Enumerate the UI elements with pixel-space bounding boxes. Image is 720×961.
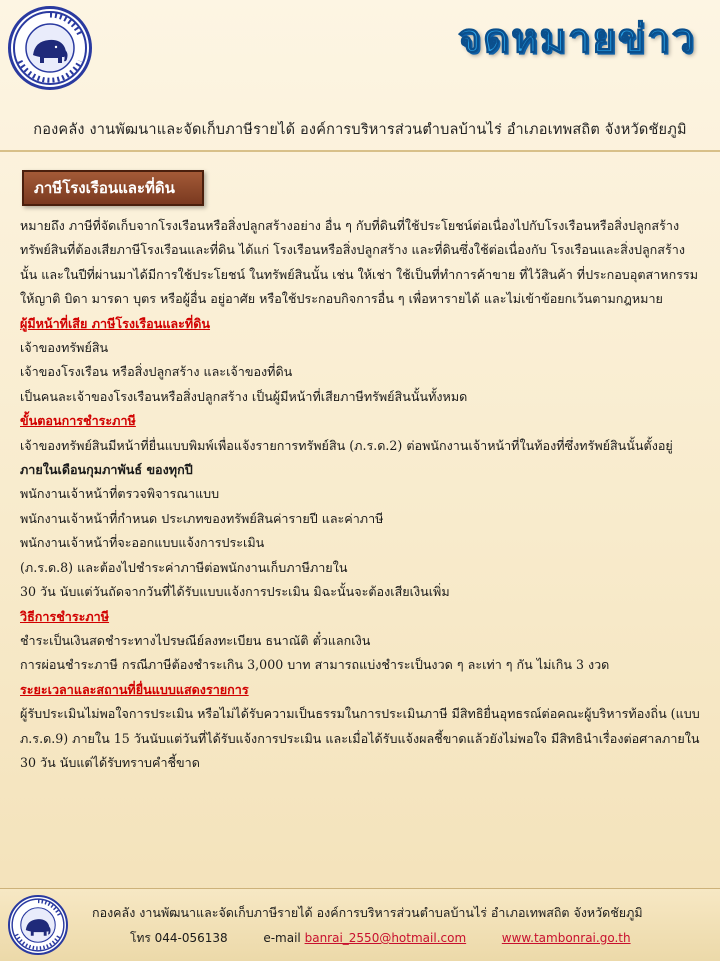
footer-website-link[interactable]: www.tambonrai.go.th <box>501 931 631 945</box>
appeal-paragraph: ผู้รับประเมินไม่พอใจการประเมิน หรือไม่ได้รับความเป็นธรรมในการประเมินภาษี มีสิทธิยื่นอุทธรณ์ต่อคณะผู้บริหารท้องถิ่น (แบบ ภ.ร.ด.9) ภายใน 15 วันนับแต่วันที่ได้รับแจ้งการประเมิน และเมื่อได้รับแจ้งผลชี้ขาดแล้วยังไม่พอใจ มีสิทธินำเรื่องต่อศาลภายใน 30 วัน นับแต่ได้รับทราบคำชี้ขาด <box>20 706 700 770</box>
footer-email-label: e-mail <box>263 931 301 945</box>
procedure-line-6: 30 วัน นับแต่วันถัดจากวันที่ได้รับแบบแจ้งการประเมิน มิฉะนั้นจะต้องเสียเงินเพิ่ม <box>20 584 450 600</box>
footer-email-link[interactable]: banrai_2550@hotmail.com <box>304 931 467 945</box>
procedure-line-1 <box>20 434 700 483</box>
procedure-line-3: พนักงานเจ้าหน้าที่กำหนด ประเภทของทรัพย์สินค่ารายปี และค่าภาษี <box>20 510 384 526</box>
taxpayer-line-1: เจ้าของทรัพย์สิน <box>20 340 109 356</box>
intro-paragraph: หมายถึง ภาษีที่จัดเก็บจากโรงเรือนหรือสิ่งปลูกสร้างอย่าง อื่น ๆ กับที่ดินที่ใช้ประโยชน์ต่อเนื่องไปกับโรงเรือนหรือสิ่งปลูกสร้างทรัพย์สินที่ต้องเสียภาษีโรงเรือนและที่ดิน ได้แก่ โรงเรือนหรือสิ่งปลูกสร้าง และที่ดินซึ่งใช้ต่อเนื่องกับ โรงเรือนและสิ่งปลูกสร้างนั้น และในปีที่ผ่านมาได้มีการใช้ประโยชน์ ในทรัพย์สินนั้น เช่น ให้เช่า ใช้เป็นที่ทำการค้าขาย ที่ไว้สินค้า ที่ประกอบอุตสาหกรรม ให้ญาติ บิดา มารดา บุตร หรือผู้อื่น อยู่อาศัย หรือใช้ประกอบกิจการอื่น ๆ เพื่อหารายได้ และไม่เข้าข้อยกเว้นตามกฎหมาย <box>20 218 699 307</box>
org-logo-icon <box>8 6 92 90</box>
footer-phone: โทร 044-056138 <box>130 931 228 945</box>
footer-org-line: กองคลัง งานพัฒนาและจัดเก็บภาษีรายได้ องค์การบริหารส่วนตำบลบ้านไร่ อำเภอเทพสถิต จังหวัดชัยภูมิ <box>92 905 643 920</box>
newsletter-title: จดหมายข่าว <box>457 16 696 62</box>
footer-logo-icon <box>8 895 68 955</box>
footer <box>0 888 720 961</box>
footer-contact <box>130 929 710 948</box>
payment-line-2: การผ่อนชำระภาษี กรณีภาษีต้องชำระเกิน 3,000 บาท สามารถแบ่งชำระเป็นงวด ๆ ละเท่า ๆ กัน ไม่เกิน 3 งวด <box>20 657 610 673</box>
procedure-line-2: พนักงานเจ้าหน้าที่ตรวจพิจารณาแบบ <box>20 486 220 502</box>
header <box>0 0 720 110</box>
taxpayer-heading: ผู้มีหน้าที่เสีย ภาษีโรงเรือนและที่ดิน <box>20 315 211 331</box>
payment-heading: วิธีการชำระภาษี <box>20 608 110 624</box>
procedure-line-5: (ภ.ร.ด.8) และต้องไปชำระค่าภาษีต่อพนักงานเก็บภาษีภายใน <box>20 559 348 575</box>
procedure-line-1-text: เจ้าของทรัพย์สินมีหน้าที่ยื่นแบบพิมพ์เพื่อแจ้งรายการทรัพย์สิน (ภ.ร.ด.2) ต่อพนักงานเจ้าหน้าที่ในท้องที่ซึ่งทรัพย์สินนั้นตั้งอยู่ <box>20 437 673 453</box>
appeal-heading: ระยะเวลาและสถานที่ยื่นแบบแสดงรายการ <box>20 681 249 697</box>
procedure-deadline: ภายในเดือนกุมภาพันธ์ ของทุกปี <box>20 462 193 478</box>
procedure-heading: ขั้นตอนการชำระภาษี <box>20 413 136 429</box>
payment-line-1: ชำระเป็นเงินสดชำระทางไปรษณีย์ลงทะเบียน ธนาณัติ ตั๋วแลกเงิน <box>20 632 371 648</box>
procedure-line-4: พนักงานเจ้าหน้าที่จะออกแบบแจ้งการประเมิน <box>20 535 265 551</box>
org-line: กองคลัง งานพัฒนาและจัดเก็บภาษีรายได้ องค์การบริหารส่วนตำบลบ้านไร่ อำเภอเทพสถิต จังหวัดชัยภูมิ <box>33 122 687 138</box>
taxpayer-line-3: เป็นคนละเจ้าของโรงเรือนหรือสิ่งปลูกสร้าง เป็นผู้มีหน้าที่เสียภาษีทรัพย์สินนั้นทั้งหมด <box>20 388 468 404</box>
header-divider <box>0 150 720 152</box>
section-title: ภาษีโรงเรือนและที่ดิน <box>22 170 204 206</box>
taxpayer-line-2: เจ้าของโรงเรือน หรือสิ่งปลูกสร้าง และเจ้าของที่ดิน <box>20 364 293 380</box>
article-body <box>20 214 700 775</box>
